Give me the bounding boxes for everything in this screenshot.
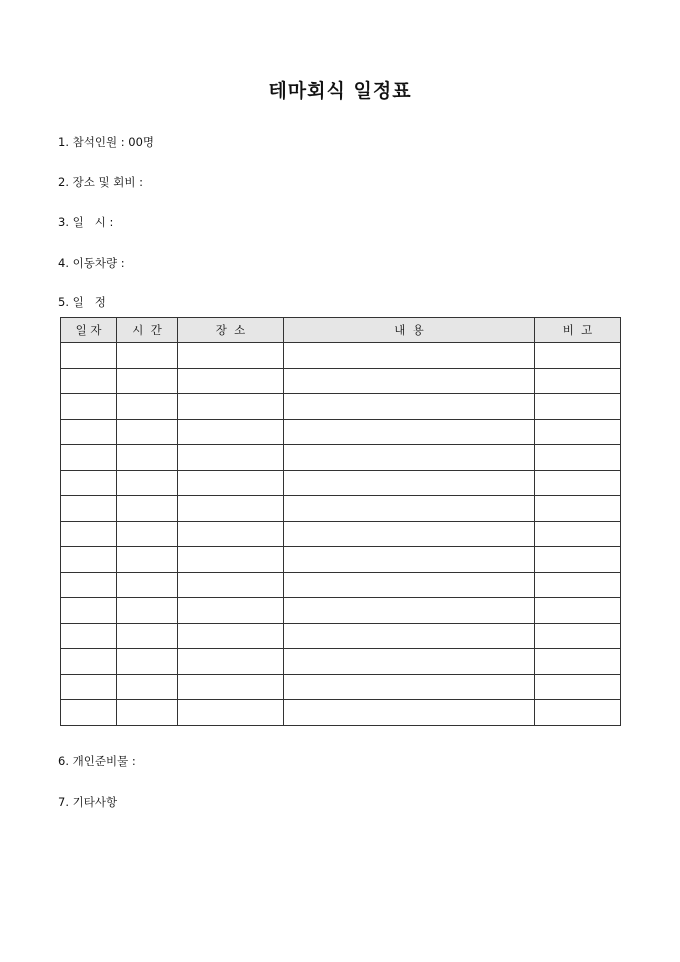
table-row: [61, 623, 621, 649]
cell-place: [178, 368, 284, 394]
cell-place: [178, 343, 284, 369]
cell-date: [61, 368, 117, 394]
cell-place: [178, 547, 284, 573]
cell-place: [178, 470, 284, 496]
cell-time: [117, 572, 178, 598]
cell-date: [61, 521, 117, 547]
table-row: [61, 394, 621, 420]
cell-remarks: [535, 419, 621, 445]
cell-remarks: [535, 547, 621, 573]
cell-remarks: [535, 623, 621, 649]
table-row: [61, 496, 621, 522]
cell-place: [178, 394, 284, 420]
table-row: [61, 445, 621, 471]
cell-time: [117, 445, 178, 471]
cell-place: [178, 649, 284, 675]
cell-time: [117, 470, 178, 496]
personal-items-field: 6. 개인준비물 :: [58, 754, 136, 768]
cell-time: [117, 496, 178, 522]
cell-remarks: [535, 521, 621, 547]
cell-place: [178, 572, 284, 598]
cell-remarks: [535, 496, 621, 522]
cell-time: [117, 419, 178, 445]
table-row: [61, 572, 621, 598]
header-date: 일 자: [61, 318, 117, 343]
cell-time: [117, 700, 178, 726]
cell-place: [178, 674, 284, 700]
table-row: [61, 674, 621, 700]
cell-date: [61, 700, 117, 726]
cell-content: [284, 623, 535, 649]
header-remarks: 비 고: [535, 318, 621, 343]
cell-content: [284, 674, 535, 700]
table-row: [61, 521, 621, 547]
cell-place: [178, 419, 284, 445]
cell-content: [284, 572, 535, 598]
cell-time: [117, 623, 178, 649]
cell-remarks: [535, 649, 621, 675]
cell-date: [61, 598, 117, 624]
header-place: 장 소: [178, 318, 284, 343]
cell-remarks: [535, 445, 621, 471]
cell-content: [284, 368, 535, 394]
cell-date: [61, 572, 117, 598]
cell-remarks: [535, 674, 621, 700]
schedule-heading: 5. 일 정: [58, 295, 106, 309]
cell-content: [284, 445, 535, 471]
cell-time: [117, 343, 178, 369]
table-row: [61, 419, 621, 445]
cell-remarks: [535, 598, 621, 624]
cell-remarks: [535, 368, 621, 394]
table-row: [61, 470, 621, 496]
table-header-row: [61, 318, 621, 343]
cell-place: [178, 496, 284, 522]
table-row: [61, 368, 621, 394]
cell-remarks: [535, 700, 621, 726]
cell-date: [61, 649, 117, 675]
attendees-field: 1. 참석인원 : 00명: [58, 135, 154, 149]
cell-content: [284, 394, 535, 420]
other-notes-field: 7. 기타사항: [58, 795, 118, 809]
header-content: 내 용: [284, 318, 535, 343]
table-row: [61, 343, 621, 369]
cell-place: [178, 623, 284, 649]
table-row: [61, 649, 621, 675]
table-body: [61, 343, 621, 726]
cell-place: [178, 598, 284, 624]
cell-time: [117, 547, 178, 573]
cell-remarks: [535, 470, 621, 496]
cell-place: [178, 700, 284, 726]
cell-date: [61, 419, 117, 445]
cell-time: [117, 394, 178, 420]
cell-content: [284, 419, 535, 445]
cell-remarks: [535, 343, 621, 369]
cell-time: [117, 521, 178, 547]
cell-date: [61, 343, 117, 369]
cell-place: [178, 445, 284, 471]
document-title: 테마회식 일정표: [268, 80, 412, 102]
table-row: [61, 547, 621, 573]
cell-date: [61, 394, 117, 420]
cell-place: [178, 521, 284, 547]
cell-content: [284, 496, 535, 522]
vehicle-field: 4. 이동차량 :: [58, 256, 125, 270]
cell-content: [284, 547, 535, 573]
header-time: 시 간: [117, 318, 178, 343]
cell-time: [117, 649, 178, 675]
datetime-field: 3. 일 시 :: [58, 215, 114, 229]
cell-date: [61, 623, 117, 649]
cell-remarks: [535, 572, 621, 598]
cell-remarks: [535, 394, 621, 420]
cell-content: [284, 700, 535, 726]
cell-content: [284, 649, 535, 675]
cell-date: [61, 445, 117, 471]
table-row: [61, 700, 621, 726]
table-row: [61, 598, 621, 624]
cell-content: [284, 343, 535, 369]
cell-date: [61, 496, 117, 522]
cell-date: [61, 674, 117, 700]
cell-date: [61, 547, 117, 573]
cell-time: [117, 598, 178, 624]
cell-time: [117, 674, 178, 700]
place-fee-field: 2. 장소 및 회비 :: [58, 175, 144, 189]
cell-content: [284, 521, 535, 547]
cell-content: [284, 598, 535, 624]
cell-time: [117, 368, 178, 394]
cell-content: [284, 470, 535, 496]
cell-date: [61, 470, 117, 496]
schedule-table: [60, 317, 621, 726]
